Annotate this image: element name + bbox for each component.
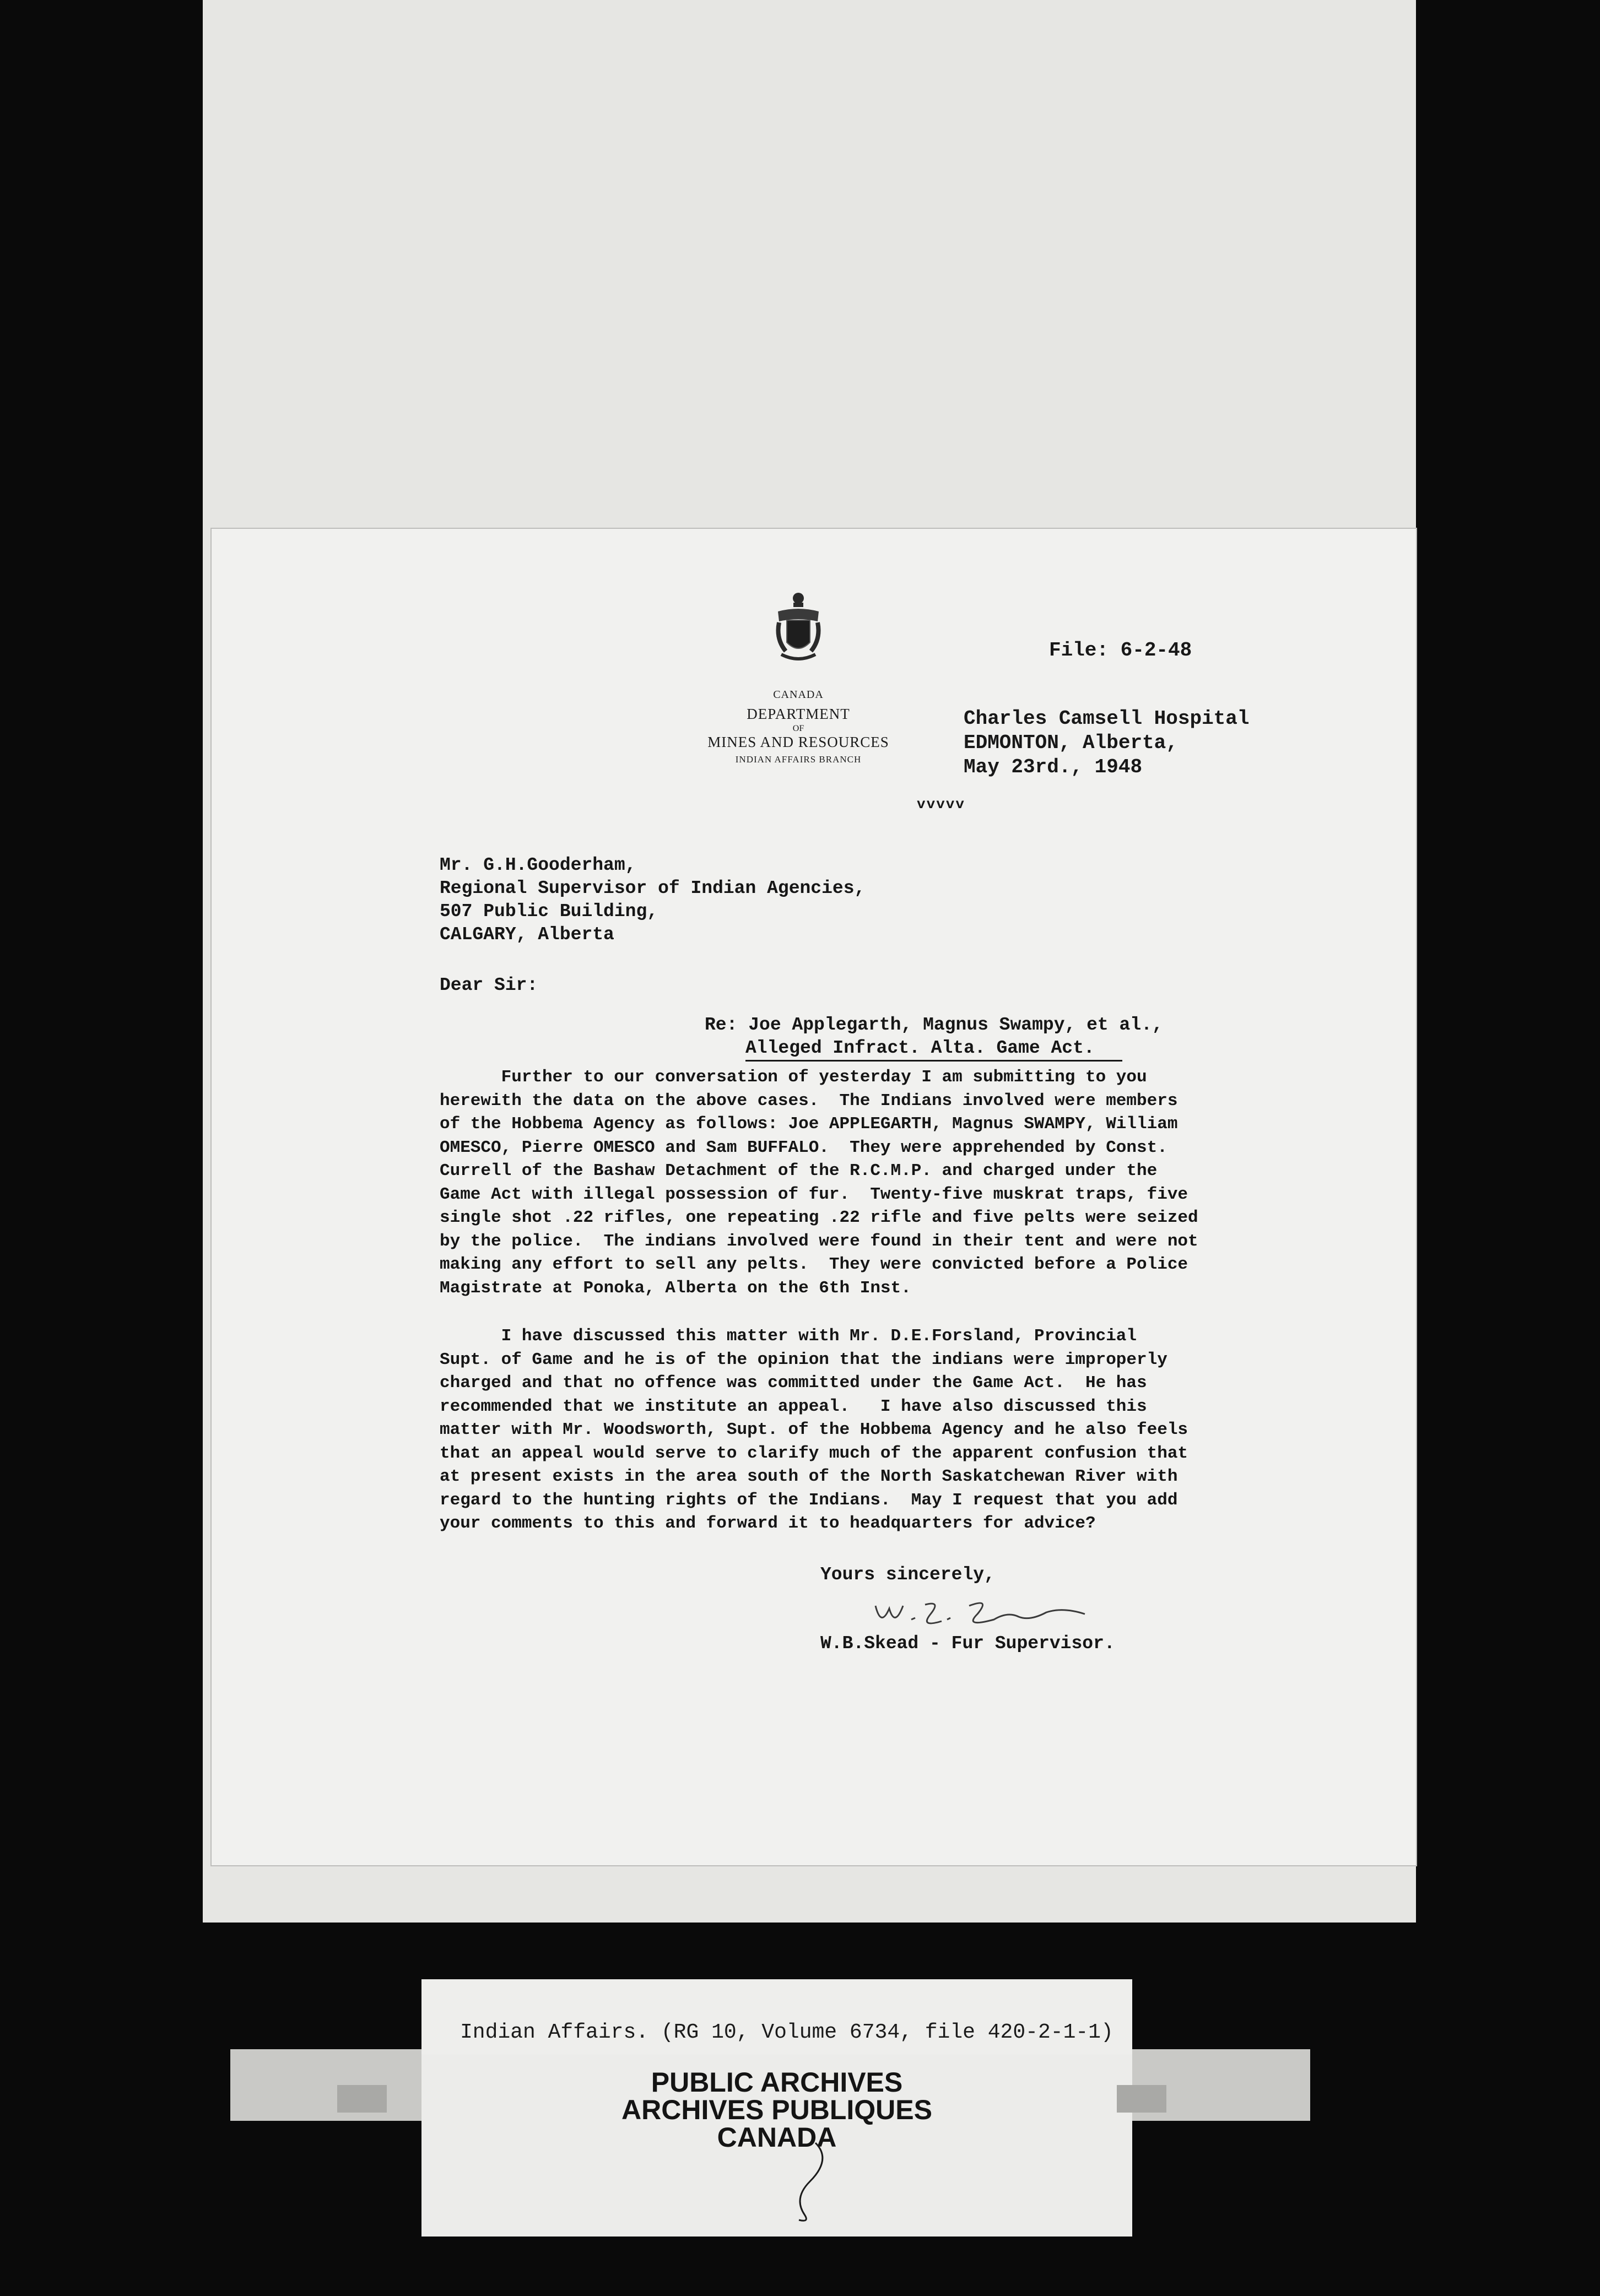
- body-line: your comments to this and forward it to headquarters for advice?: [440, 1514, 1096, 1533]
- body-line: at present exists in the area south of the North Saskatchewan River with: [440, 1467, 1178, 1486]
- archival-source-reference: Indian Affairs. (RG 10, Volume 6734, file 420-2-1-1): [460, 2021, 1113, 2044]
- typed-marks: vvvvv: [917, 796, 966, 813]
- body-line: of the Hobbema Agency as follows: Joe APPLEGARTH, Magnus SWAMPY, William: [440, 1114, 1178, 1134]
- signer-name: W.B.Skead - Fur Supervisor.: [820, 1633, 1115, 1654]
- body-line: matter with Mr. Woodsworth, Supt. of the Hobbema Agency and he also feels: [440, 1420, 1188, 1439]
- letterhead-branch: INDIAN AFFAIRS BRANCH: [735, 754, 862, 765]
- stamp-line: PUBLIC ARCHIVES: [651, 2067, 903, 2098]
- coat-of-arms-icon: [774, 589, 823, 667]
- letter-page: [210, 528, 1417, 1866]
- tape-piece: [337, 2085, 387, 2113]
- letterhead-of: OF: [792, 724, 804, 733]
- body-line: by the police. The indians involved were found in their tent and were not: [440, 1231, 1198, 1251]
- body-paragraph-2: [440, 1325, 1307, 1536]
- letterhead-ministry: MINES AND RESOURCES: [707, 734, 889, 750]
- body-line: regard to the hunting rights of the Indians. May I request that you add: [440, 1490, 1178, 1510]
- recipient-address: [440, 854, 865, 946]
- body-line: charged and that no offence was committed under the Game Act. He has: [440, 1373, 1147, 1393]
- subject-reference: [705, 1014, 1163, 1062]
- body-line: OMESCO, Pierre OMESCO and Sam BUFFALO. They were apprehended by Const.: [440, 1138, 1167, 1157]
- handwritten-signature: [864, 1589, 1118, 1633]
- letterhead-country: CANADA: [773, 689, 824, 701]
- body-paragraph-1: [440, 1066, 1307, 1300]
- body-line: Supt. of Game and he is of the opinion that the indians were improperly: [440, 1350, 1167, 1369]
- body-line: Currell of the Bashaw Detachment of the R.C.M.P. and charged under the: [440, 1161, 1158, 1181]
- closing: Yours sincerely,: [820, 1564, 995, 1585]
- letterhead: [696, 689, 900, 765]
- letter-date: May 23rd., 1948: [964, 756, 1143, 778]
- body-line: making any effort to sell any pelts. They were convicted before a Police: [440, 1255, 1188, 1274]
- body-line: recommended that we institute an appeal. I have also discussed this: [440, 1396, 1147, 1416]
- stamp-line: CANADA: [717, 2122, 837, 2153]
- body-line: Game Act with illegal possession of fur. Twenty-five muskrat traps, five: [440, 1184, 1188, 1204]
- letterhead-department: DEPARTMENT: [747, 706, 850, 722]
- sender-address: [964, 707, 1249, 779]
- sender-address-line: Charles Camsell Hospital: [964, 707, 1250, 730]
- recipient-line: CALGARY, Alberta: [440, 924, 614, 945]
- body-line: Magistrate at Ponoka, Alberta on the 6th Inst.: [440, 1278, 911, 1298]
- file-number: File: 6-2-48: [1049, 639, 1192, 662]
- stamp-line: ARCHIVES PUBLIQUES: [621, 2094, 932, 2125]
- sender-address-line: EDMONTON, Alberta,: [964, 732, 1178, 754]
- subject-line: Re: Joe Applegarth, Magnus Swampy, et al.,: [705, 1015, 1163, 1035]
- salutation: Dear Sir:: [440, 975, 538, 995]
- handwritten-mark: [749, 2137, 860, 2225]
- body-line: I have discussed this matter with Mr. D.E.Forsland, Provincial: [440, 1326, 1137, 1346]
- recipient-line: Mr. G.H.Gooderham,: [440, 855, 636, 875]
- body-line: that an appeal would serve to clarify much of the apparent confusion that: [440, 1443, 1188, 1463]
- recipient-line: 507 Public Building,: [440, 901, 658, 922]
- recipient-line: Regional Supervisor of Indian Agencies,: [440, 878, 866, 898]
- body-line: herewith the data on the above cases. The Indians involved were members: [440, 1091, 1178, 1111]
- subject-line-underlined: Alleged Infract. Alta. Game Act.: [745, 1037, 1122, 1062]
- tape-piece: [1117, 2085, 1166, 2113]
- body-line: single shot .22 rifles, one repeating .22 rifle and five pelts were seized: [440, 1208, 1198, 1227]
- body-line: Further to our conversation of yesterday I am submitting to you: [440, 1068, 1147, 1087]
